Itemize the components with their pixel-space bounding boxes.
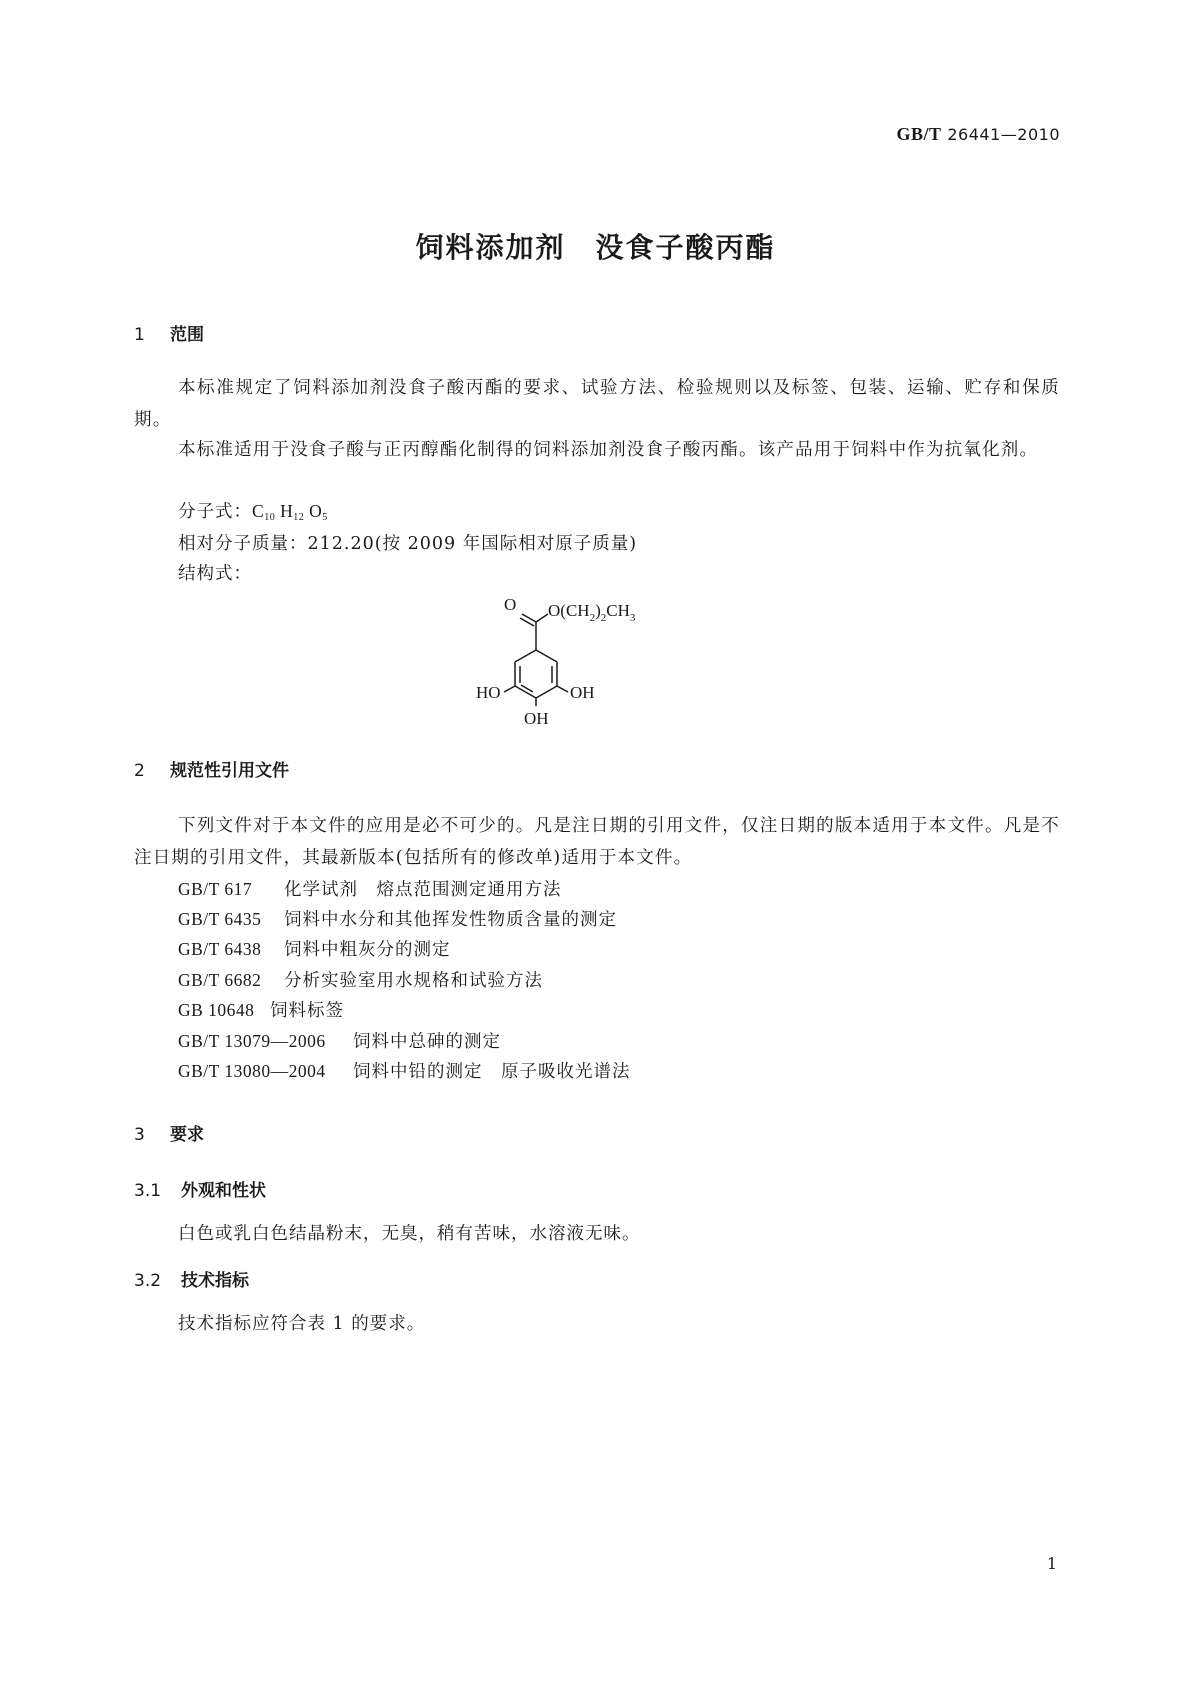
standard-number: 26441—2010 [947, 125, 1060, 144]
formula-subscript-o: 5 [322, 512, 328, 523]
document-title: 饲料添加剂 没食子酸丙酯 [415, 231, 776, 264]
substituent-bonds [504, 622, 568, 706]
scope-paragraph-2: 本标准适用于没食子酸与正丙醇酯化制得的饲料添加剂没食子酸丙酯。该产品用于饲料中作为抗氧化剂。 [178, 440, 1039, 460]
benzene-ring [515, 650, 557, 698]
section-2-heading [134, 756, 289, 781]
reference-title: 分析实验室用水规格和试验方法 [284, 971, 543, 991]
molecular-mass-line: 相对分子质量：212.20(按 2009 年国际相对原子质量) [178, 534, 638, 554]
standard-prefix: GB/T [896, 124, 942, 144]
subsection-number: 3.2 [134, 1271, 162, 1291]
hydroxyl-left: HO [476, 683, 501, 702]
technical-index-text: 技术指标应符合表 1 的要求。 [178, 1314, 426, 1334]
formula-label: 分子式： [178, 502, 252, 522]
reference-code: GB/T 13079—2006 [178, 1031, 326, 1051]
reference-title: 饲料标签 [270, 1001, 344, 1021]
formula-element-h: H [280, 501, 294, 521]
reference-code: GB/T 6682 [178, 970, 262, 990]
section-title: 规范性引用文件 [170, 761, 289, 781]
reference-item [178, 936, 451, 961]
subsection-title: 技术指标 [181, 1271, 249, 1291]
molecular-formula [252, 501, 328, 523]
section-3-heading [134, 1120, 204, 1145]
reference-item [178, 967, 543, 992]
reference-item [178, 876, 562, 901]
reference-title: 饲料中总砷的测定 [353, 1032, 501, 1052]
page-number: 1 [1046, 1554, 1057, 1573]
reference-code: GB 10648 [178, 1000, 255, 1020]
scope-paragraph-1: 本标准规定了饲料添加剂没食子酸丙酯的要求、试验方法、检验规则以及标签、包装、运输、贮存和保质期。 [134, 378, 1060, 430]
formula-subscript-h: 12 [293, 512, 305, 523]
carbonyl-bonds [520, 614, 548, 626]
section-1-heading [134, 320, 204, 345]
reference-item [178, 906, 617, 931]
standard-code [896, 124, 1060, 145]
structural-formula [476, 595, 676, 738]
subsection-3-1-heading [134, 1176, 266, 1201]
reference-code: GB/T 6435 [178, 909, 262, 929]
reference-title: 饲料中铅的测定 原子吸收光谱法 [353, 1062, 631, 1082]
reference-item [178, 1058, 631, 1083]
subsection-number: 3.1 [134, 1181, 162, 1201]
normative-references-paragraph: 下列文件对于本文件的应用是必不可少的。凡是注日期的引用文件，仅注日期的版本适用于本文件。凡是不注日期的引用文件，其最新版本(包括所有的修改单)适用于本文件。 [134, 816, 1060, 868]
molecular-formula-line [178, 498, 328, 523]
reference-item [178, 997, 344, 1022]
reference-title: 饲料中粗灰分的测定 [284, 940, 451, 960]
formula-element-c: C [252, 501, 265, 521]
reference-title: 化学试剂 熔点范围测定通用方法 [284, 880, 562, 900]
carbonyl-oxygen: O [504, 595, 517, 614]
reference-code: GB/T 617 [178, 879, 253, 899]
appearance-text: 白色或乳白色结晶粉末，无臭，稍有苦味，水溶液无味。 [178, 1224, 641, 1244]
reference-code: GB/T 13080—2004 [178, 1061, 326, 1081]
section-title: 范围 [170, 325, 204, 345]
hydroxyl-right: OH [570, 683, 595, 702]
reference-title: 饲料中水分和其他挥发性物质含量的测定 [284, 910, 617, 930]
hydroxyl-bottom: OH [524, 709, 549, 728]
section-number: 2 [134, 761, 145, 781]
subsection-3-2-heading [134, 1266, 249, 1291]
reference-item [178, 1028, 501, 1053]
subsection-title: 外观和性状 [181, 1181, 266, 1201]
section-number: 3 [134, 1125, 145, 1145]
formula-element-o: O [309, 501, 323, 521]
reference-code: GB/T 6438 [178, 939, 262, 959]
section-title: 要求 [170, 1125, 204, 1145]
ester-group-start: $O(CH_2)_2CH_3$ [548, 601, 636, 624]
structure-label: 结构式： [178, 564, 252, 584]
formula-subscript-c: 10 [264, 512, 276, 523]
section-number: 1 [134, 325, 145, 345]
